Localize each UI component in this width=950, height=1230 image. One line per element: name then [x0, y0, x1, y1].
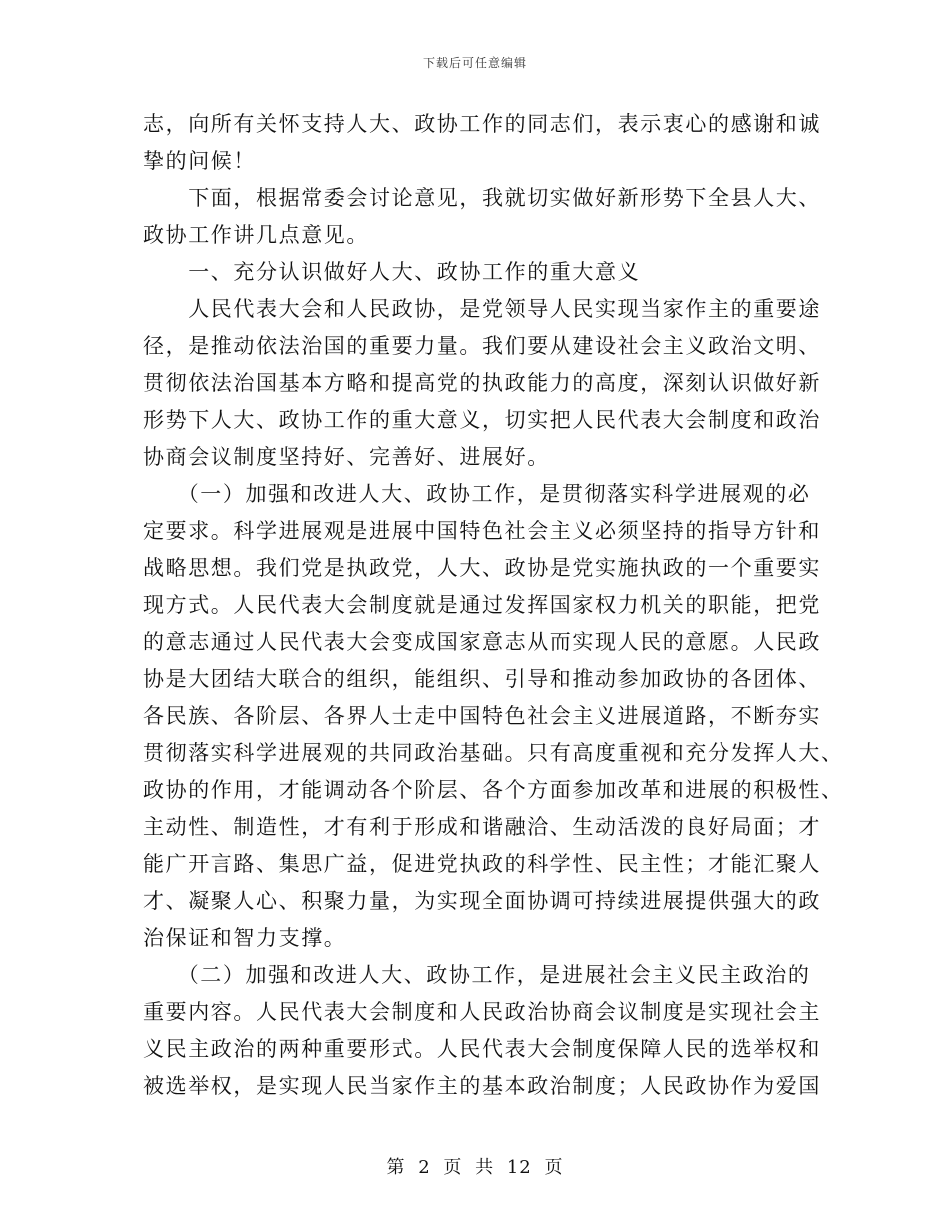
page-header-note: 下载后可任意编辑: [422, 56, 527, 70]
body-line: （二）加强和改进人大、政协工作，是进展社会主义民主政治的: [143, 963, 811, 987]
body-line: 人民代表大会和人民政协，是党领导人民实现当家作主的重要途: [143, 297, 821, 321]
page-number: 第 2 页 共 12 页: [386, 1157, 564, 1178]
body-line: 重要内容。人民代表大会制度和人民政治协商会议制度是实现社会主: [143, 1000, 821, 1024]
body-line: 下面，根据常委会讨论意见，我就切实做好新形势下全县人大、: [143, 186, 821, 210]
body-line: 贯彻依法治国基本方略和提高党的执政能力的高度，深刻认识做好新: [143, 371, 821, 395]
body-line: 的意志通过人民代表大会变成国家意志从而实现人民的意愿。人民政: [143, 630, 821, 654]
body-line: 定要求。科学进展观是进展中国特色社会主义必须坚持的指导方针和: [143, 519, 821, 543]
body-line: 政协的作用，才能调动各个阶层、各个方面参加改革和进展的积极性、: [143, 778, 844, 802]
body-line: （一）加强和改进人大、政协工作，是贯彻落实科学进展观的必: [143, 482, 811, 506]
body-line: 主动性、制造性，才有利于形成和谐融洽、生动活泼的良好局面；才: [143, 815, 821, 839]
section-heading: 一、充分认识做好人大、政协工作的重大意义: [143, 260, 641, 284]
body-line: 贯彻落实科学进展观的共同政治基础。只有高度重视和充分发挥人大、: [143, 741, 844, 765]
body-line: 协是大团结大联合的组织，能组织、引导和推动参加政协的各团体、: [143, 667, 821, 691]
body-line: 各民族、各阶层、各界人士走中国特色社会主义进展道路，不断夯实: [143, 704, 821, 728]
body-line: 现方式。人民代表大会制度就是通过发挥国家权力机关的职能，把党: [143, 593, 821, 617]
document-body: [143, 106, 844, 1105]
body-line: 才、凝聚人心、积聚力量，为实现全面协调可持续进展提供强大的政: [143, 889, 821, 913]
body-line: 挚的问候！: [143, 149, 256, 173]
body-line: 形势下人大、政协工作的重大意义，切实把人民代表大会制度和政治: [143, 408, 821, 432]
body-line: 义民主政治的两种重要形式。人民代表大会制度保障人民的选举权和: [143, 1037, 821, 1061]
body-line: 战略思想。我们党是执政党，人大、政协是党实施执政的一个重要实: [143, 556, 821, 580]
body-line: 径，是推动依法治国的重要力量。我们要从建设社会主义政治文明、: [143, 334, 821, 358]
body-line: 治保证和智力支撑。: [143, 926, 347, 950]
body-line: 政协工作讲几点意见。: [143, 223, 369, 247]
body-line: 能广开言路、集思广益，促进党执政的科学性、民主性；才能汇聚人: [143, 852, 821, 876]
body-line: 协商会议制度坚持好、完善好、进展好。: [143, 445, 550, 469]
body-line: 志，向所有关怀支持人大、政协工作的同志们，表示衷心的感谢和诚: [143, 112, 821, 136]
body-line: 被选举权，是实现人民当家作主的基本政治制度；人民政协作为爱国: [143, 1074, 821, 1098]
